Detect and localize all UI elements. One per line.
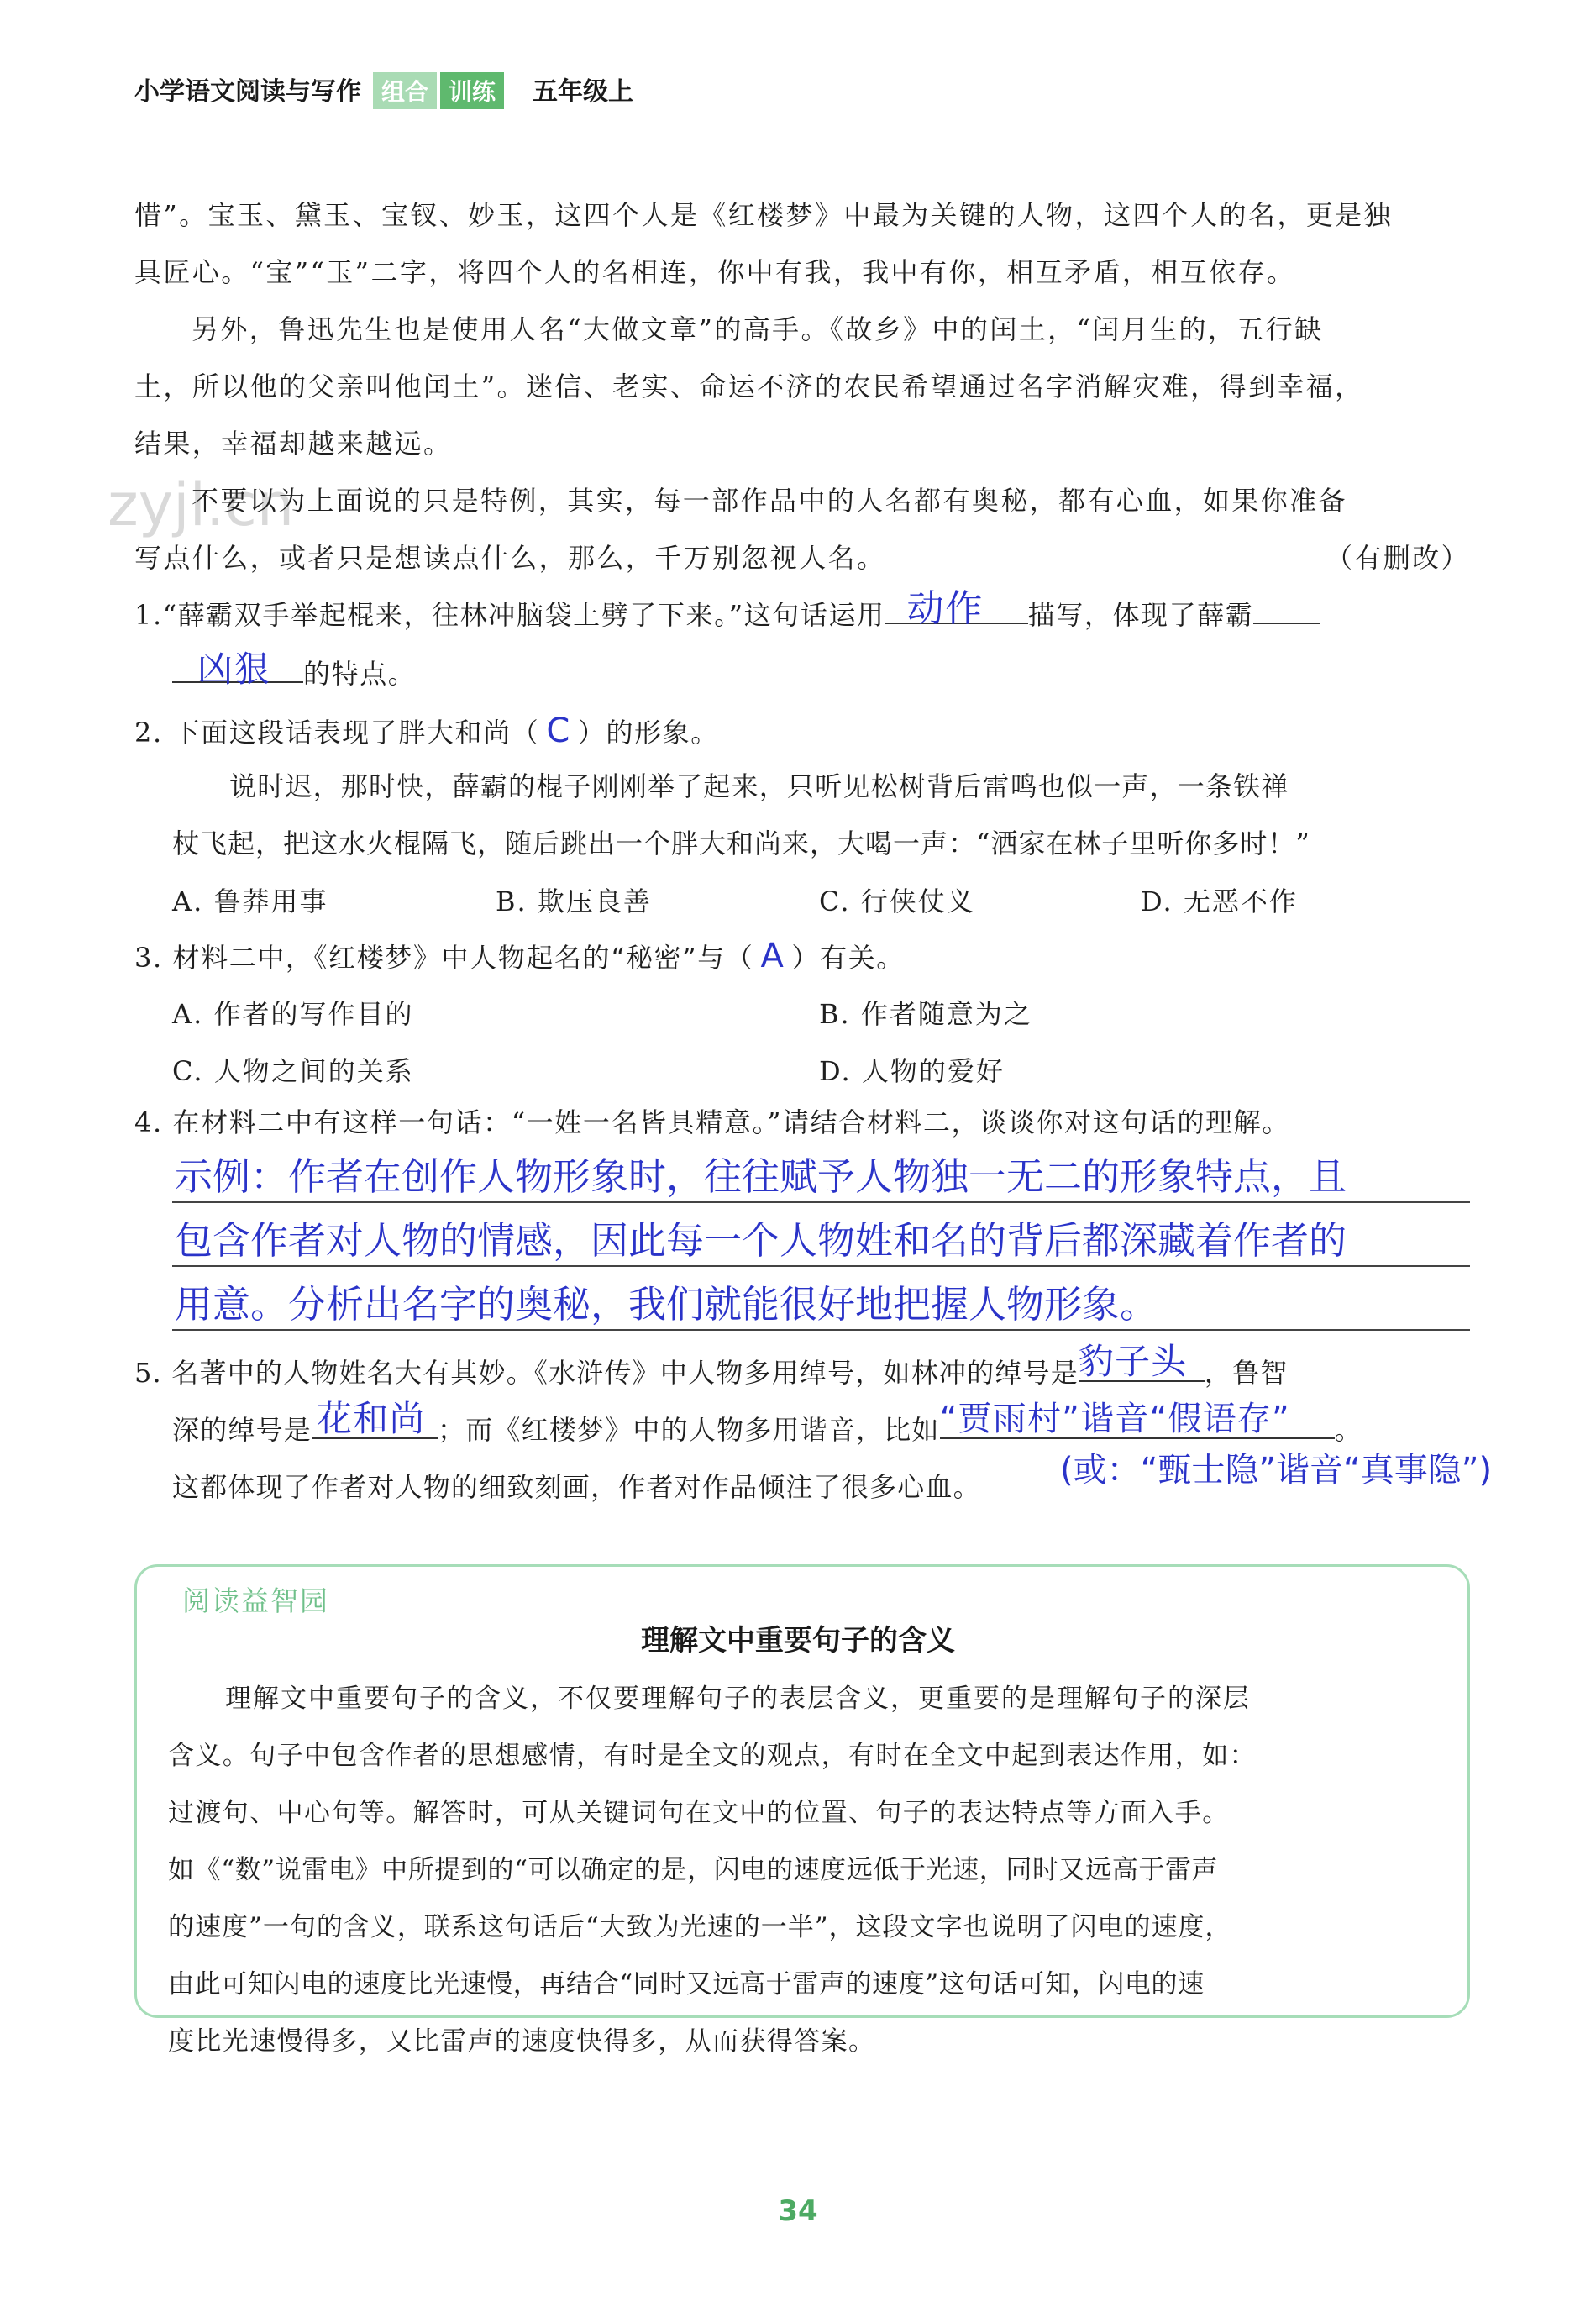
handwritten-answer: 凶狠 [197,649,271,690]
answer-blank[interactable] [172,649,303,690]
question-text: 3. 材料二中，《红楼梦》中人物起名的“秘密”与（ [134,942,754,974]
question-text: 描写，体现了薛霸 [1027,599,1254,631]
quote-line: 说时迟，那时快，薛霸的棍子刚刚举了起来，只听见松树背后雷鸣也似一声，一条铁禅 [229,770,1289,802]
grade-label: 五年级上 [533,77,634,107]
question-text: ）有关。 [791,942,905,974]
tip-line: 的速度”一句的含义，联系这句话后“大致为光速的一半”，这段文字也说明了闪电的速度， [168,1912,1232,1942]
option-a[interactable]: A. 作者的写作目的 [172,998,414,1030]
tip-line: 理解文中重要句子的含义，不仅要理解句子的表层含义，更重要的是理解句子的深层 [225,1684,1251,1714]
handwritten-answer: 花和尚 [317,1398,426,1439]
answer-rule [172,1329,1470,1331]
answer-blank[interactable] [312,1398,438,1439]
handwritten-answer-line: 示例：作者在创作人物形象时，往往赋予人物独一无二的形象特点，且 [175,1154,1347,1199]
passage-text: 写点什么，或者只是想读点什么，那么，千万别忽视人名。 [134,542,886,574]
answer-blank[interactable] [885,587,1028,630]
tip-box-title: 理解文中重要句子的含义 [641,1624,955,1658]
question-text: 5. 名著中的人物姓名大有其妙。《水浒传》中人物多用绰号，如林冲的绰号是 [134,1357,1079,1389]
option-b[interactable]: B. 欺压良善 [496,885,652,917]
passage-line: 土，所以他的父亲叫他闰土”。迷信、老实、命运不济的农民希望通过名字消解灾难，得到幸福， [134,370,1364,402]
book-title: 小学语文阅读与写作 [134,77,361,107]
question-3 [134,927,905,986]
tip-line: 过渡句、中心句等。解答时，可从关键词句在文中的位置、句子的表达特点等方面入手。 [168,1798,1230,1828]
answer-blank[interactable] [1078,1341,1205,1382]
question-5-end: 这都体现了作者对人物的细致刻画，作者对作品倾注了很多心血。 [172,1471,981,1503]
passage-line: 不要以为上面说的只是特例，其实，每一部作品中的人名都有奥秘，都有心血，如果你准备 [192,485,1348,517]
page-header [134,71,633,109]
tip-box-label: 阅读益智园 [172,1579,339,1619]
option-a[interactable]: A. 鲁莽用事 [172,885,328,917]
tip-line: 度比光速慢得多，又比雷声的速度快得多，从而获得答案。 [168,2026,876,2057]
option-c[interactable]: C. 人物之间的关系 [172,1055,414,1087]
question-1 [134,586,1320,644]
question-text: 的特点。 [303,658,417,690]
handwritten-answer-alt: (或：“甄士隐”谐音“真事隐”) [1060,1451,1493,1490]
passage-line [134,529,1470,586]
source-note: （有删改） [1325,542,1470,574]
handwritten-answer-line: 包含作者对人物的情感，因此每一个人物姓和名的背后都深藏着作者的 [175,1218,1347,1263]
handwritten-answer: “贾雨村”谐音“假语存” [939,1400,1290,1438]
page-number: 34 [778,2194,818,2228]
question-text: ；而《红楼梦》中的人物多用谐音，比如 [438,1414,940,1446]
passage-line: 具匠心。“宝”“玉”二字，将四个人的名相连，你中有我，我中有你，相互矛盾，相互依存。 [134,256,1296,288]
option-d[interactable]: D. 无恶不作 [1141,885,1298,917]
watermark: zyjl.cn [108,470,295,539]
option-c[interactable]: C. 行侠仗义 [819,885,975,917]
question-4: 4. 在材料二中有这样一句话：“一姓一名皆具精意。”请结合材料二，谈谈你对这句话的理解。 [134,1106,1290,1138]
question-1-cont [172,645,416,702]
tip-line: 含义。句子中包含作者的思想感情，有时是全文的观点，有时在全文中起到表达作用，如： [168,1741,1257,1771]
question-text: 1.“薛霸双手举起棍来，往林冲脑袋上劈了下来。”这句话运用 [134,599,885,631]
question-text: 深的绰号是 [172,1414,312,1446]
header-tag-training: 训练 [440,72,504,109]
quote-line: 杖飞起，把这水火棍隔飞，随后跳出一个胖大和尚来，大喝一声：“洒家在林子里听你多时！” [172,828,1310,859]
handwritten-answer[interactable]: A [760,937,785,975]
question-text: 。 [1334,1414,1362,1446]
option-b[interactable]: B. 作者随意为之 [819,998,1032,1030]
question-text: ，鲁智 [1204,1357,1289,1389]
question-text: 2. 下面这段话表现了胖大和尚（ [134,717,540,749]
question-2 [134,702,719,761]
handwritten-answer[interactable]: C [546,712,571,750]
answer-blank[interactable] [1253,594,1320,624]
question-text: ）的形象。 [577,717,719,749]
tip-line: 由此可知闪电的速度比光速慢，再结合“同时又远高于雷声的速度”这句话可知，闪电的速 [168,1969,1205,1999]
passage-line: 另外，鲁迅先生也是使用人名“大做文章”的高手。《故乡》中的闰土，“闰月生的，五行缺 [192,313,1324,345]
answer-rule [172,1265,1470,1267]
answer-rule [172,1201,1470,1203]
handwritten-answer: 动作 [906,587,984,630]
handwritten-answer-line: 用意。分析出名字的奥秘，我们就能很好地把握人物形象。 [175,1282,1158,1327]
handwritten-answer: 豹子头 [1078,1341,1188,1382]
passage-line: 结果，幸福却越来越远。 [134,428,453,460]
tip-line: 如《“数”说雷电》中所提到的“可以确定的是，闪电的速度远低于光速，同时又远高于雷声 [168,1855,1219,1885]
header-tag-combo: 组合 [373,72,437,109]
answer-blank[interactable] [939,1400,1335,1439]
option-d[interactable]: D. 人物的爱好 [819,1055,1005,1087]
passage-line: 惜”。宝玉、黛玉、宝钗、妙玉，这四个人是《红楼梦》中最为关键的人物，这四个人的名，更是独 [134,199,1393,231]
